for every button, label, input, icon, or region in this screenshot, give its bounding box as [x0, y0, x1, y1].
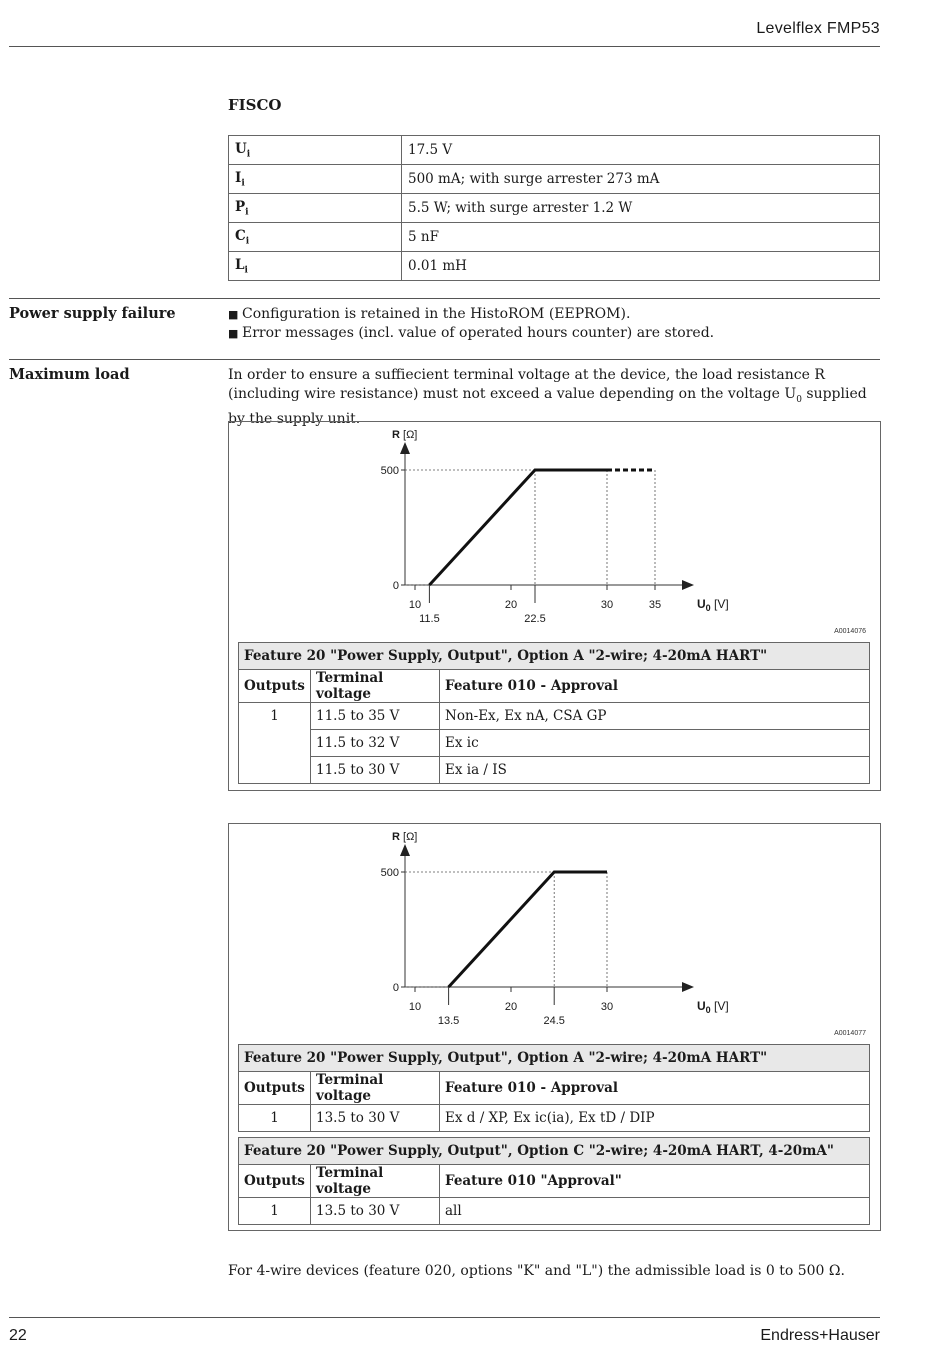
approval-table-a2 — [238, 1044, 870, 1132]
power-supply-failure-label: Power supply failure — [9, 305, 176, 322]
x-axis-label: $U_0$ [V] — [697, 597, 729, 613]
power-supply-failure-list — [228, 305, 714, 343]
x-tick-label: 20 — [504, 599, 518, 611]
table-title: Feature 20 "Power Supply, Output", Option A "2-wire; 4-20mA HART" — [239, 1045, 870, 1072]
figure-box-1 — [228, 421, 881, 791]
table-title-row — [239, 1045, 870, 1072]
approval-cell: Ex d / XP, Ex ic(ia), Ex tD / DIP — [440, 1105, 870, 1132]
column-header: Terminal voltage — [311, 1165, 440, 1198]
y-tick-label: 0 — [392, 982, 399, 994]
column-header: Outputs — [239, 1165, 311, 1198]
table-row — [229, 194, 880, 223]
four-wire-note: For 4-wire devices (feature 020, options "K" and "L") the admissible load is 0 to 500 Ω. — [228, 1263, 845, 1279]
fisco-value: 5.5 W; with surge arrester 1.2 W — [402, 194, 880, 223]
table-row — [229, 223, 880, 252]
x-tick-label: 10 — [408, 1001, 422, 1013]
table-row — [229, 165, 880, 194]
fisco-title: FISCO — [228, 96, 282, 114]
maximum-load-intro: In order to ensure a suffiecient terminal voltage at the device, the load resistance R (including wire resistance) must not exceed a value depending on the voltage $U_0$ supplied by the supply unit. — [228, 367, 867, 427]
table-header-row — [239, 670, 870, 703]
table-title: Feature 20 "Power Supply, Output", Option C "2-wire; 4-20mA HART, 4-20mA" — [239, 1138, 870, 1165]
x-tick-label: 13.5 — [437, 1015, 460, 1027]
approval-table-a1 — [238, 642, 870, 784]
voltage-cell: 11.5 to 35 V — [311, 703, 440, 730]
fisco-value: 17.5 V — [402, 136, 880, 165]
approval-cell: Ex ia / IS — [440, 757, 870, 784]
voltage-cell: 11.5 to 30 V — [311, 757, 440, 784]
y-axis-label: R [Ω] — [392, 831, 418, 843]
outputs-cell: 1 — [239, 1198, 311, 1225]
table-header-row — [239, 1072, 870, 1105]
outputs-cell: 1 — [239, 1105, 311, 1132]
table-title-row — [239, 1138, 870, 1165]
fisco-value: 500 mA; with surge arrester 273 mA — [402, 165, 880, 194]
fisco-symbol: $C_i$ — [229, 223, 402, 252]
list-item: ■ Error messages (incl. value of operated hours counter) are stored. — [228, 325, 715, 341]
x-tick-label: 20 — [504, 1001, 518, 1013]
fisco-symbol: $I_i$ — [229, 165, 402, 194]
approval-cell: Ex ic — [440, 730, 870, 757]
voltage-cell: 11.5 to 32 V — [311, 730, 440, 757]
section-rule — [9, 359, 880, 360]
fisco-value: 0.01 mH — [402, 252, 880, 281]
table-row — [229, 252, 880, 281]
y-axis-arrow-icon — [400, 844, 410, 856]
list-item: ■ Configuration is retained in the HistoROM (EEPROM). — [228, 306, 631, 322]
y-axis-arrow-icon — [400, 442, 410, 454]
table-header-row — [239, 1165, 870, 1198]
x-tick-label: 30 — [600, 599, 614, 611]
x-tick-label: 11.5 — [419, 613, 440, 625]
footer-brand: Endress+Hauser — [760, 1327, 880, 1344]
table-row — [229, 136, 880, 165]
table-row — [239, 703, 870, 730]
approval-cell: all — [440, 1198, 870, 1225]
section-rule — [9, 298, 880, 299]
column-header: Outputs — [239, 670, 311, 703]
column-header: Feature 010 "Approval" — [440, 1165, 870, 1198]
x-tick-label: 22.5 — [524, 613, 546, 625]
x-tick-label: 30 — [600, 1001, 614, 1013]
maximum-load-label: Maximum load — [9, 366, 130, 383]
fisco-symbol: $U_i$ — [229, 136, 402, 165]
fisco-table — [228, 135, 880, 281]
fisco-symbol: $L_i$ — [229, 252, 402, 281]
x-axis-label: $U_0$ [V] — [697, 999, 729, 1015]
bullet-icon: ■ — [228, 327, 239, 340]
table-row — [239, 1198, 870, 1225]
header-rule — [9, 46, 880, 47]
figure-id: A0014077 — [834, 1030, 866, 1037]
page-number: 22 — [9, 1327, 27, 1344]
figure-id: A0014076 — [834, 628, 866, 635]
y-tick-label: 500 — [380, 465, 399, 477]
fisco-value: 5 nF — [402, 223, 880, 252]
bullet-icon: ■ — [228, 308, 239, 321]
outputs-cell: 1 — [239, 703, 311, 784]
voltage-cell: 13.5 to 30 V — [311, 1105, 440, 1132]
x-tick-label: 35 — [648, 599, 662, 611]
x-tick-label: 10 — [408, 599, 422, 611]
y-axis-label: R [Ω] — [392, 429, 418, 441]
load-chart-2 — [229, 824, 880, 1039]
fisco-symbol: $P_i$ — [229, 194, 402, 223]
header-title: Levelflex FMP53 — [756, 20, 880, 37]
table-row — [239, 730, 870, 757]
approval-cell: Non-Ex, Ex nA, CSA GP — [440, 703, 870, 730]
y-tick-label: 0 — [392, 580, 399, 592]
column-header: Outputs — [239, 1072, 311, 1105]
x-tick-label: 24.5 — [543, 1015, 565, 1027]
y-tick-label: 500 — [380, 867, 399, 879]
series-line — [449, 872, 607, 987]
table-title: Feature 20 "Power Supply, Output", Option A "2-wire; 4-20mA HART" — [239, 643, 870, 670]
x-axis-arrow-icon — [682, 580, 694, 590]
column-header: Feature 010 - Approval — [440, 670, 870, 703]
load-chart-1 — [229, 422, 880, 637]
x-axis-arrow-icon — [682, 982, 694, 992]
approval-table-c — [238, 1137, 870, 1225]
column-header: Terminal voltage — [311, 1072, 440, 1105]
voltage-cell: 13.5 to 30 V — [311, 1198, 440, 1225]
column-header: Feature 010 - Approval — [440, 1072, 870, 1105]
table-title-row — [239, 643, 870, 670]
series-line — [429, 470, 607, 585]
table-row — [239, 1105, 870, 1132]
footer-rule — [9, 1317, 880, 1318]
column-header: Terminal voltage — [311, 670, 440, 703]
figure-box-2 — [228, 823, 881, 1231]
table-row — [239, 757, 870, 784]
